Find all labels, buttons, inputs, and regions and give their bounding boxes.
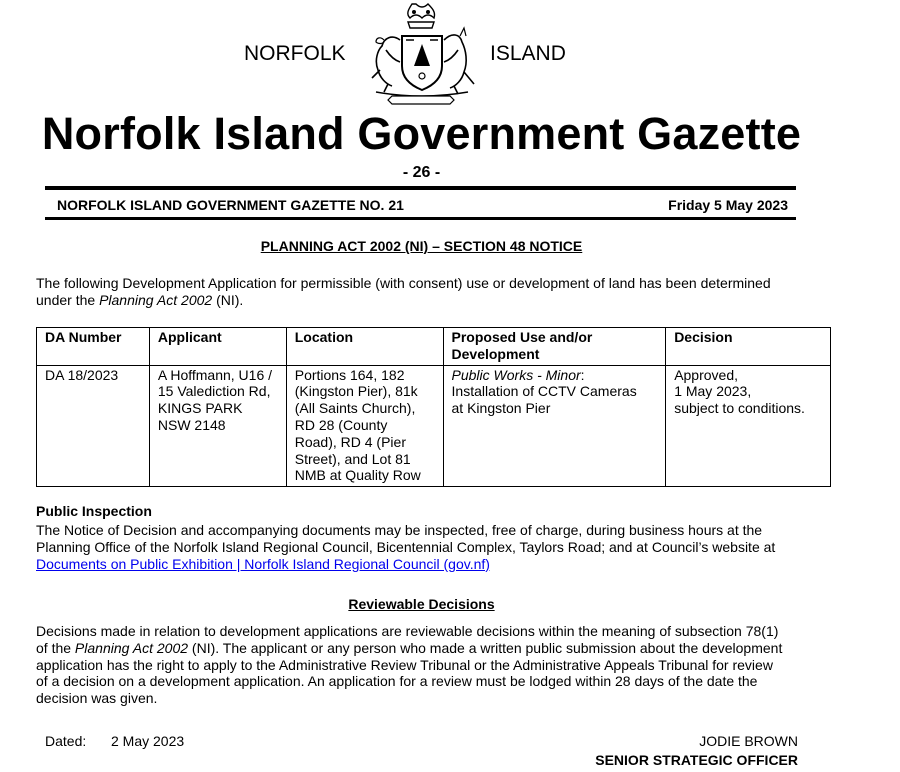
line-suffix: (NI). The applicant or any person who made a written public submission about the development: [188, 639, 783, 656]
dated-label: Dated:: [45, 733, 87, 749]
intro-line: The following Development Application for permissible (with consent) use or development of land has been determined: [36, 275, 771, 291]
development-application-table: [36, 327, 831, 487]
proposed-use-line: [452, 367, 658, 384]
proposed-use-line: at Kingston Pier: [451, 400, 551, 417]
masthead-right-word: ISLAND: [490, 42, 566, 65]
da-number-cell: DA 18/2023: [37, 365, 150, 487]
proposed-use-colon: :: [580, 366, 585, 383]
gazette-date: Friday 5 May 2023: [668, 197, 788, 213]
body-line: of a decision on a development application. An application for a review must be lodged within 28 days of the date the: [36, 673, 758, 690]
body-line: [36, 640, 808, 657]
proposed-use-line: Installation of CCTV Cameras: [451, 383, 637, 400]
decision-line: Approved,: [674, 366, 739, 383]
notice-intro: [36, 275, 808, 309]
location-line: (All Saints Church),: [294, 400, 416, 417]
intro-line: [36, 292, 808, 309]
column-header: Applicant: [149, 328, 286, 366]
column-header: Proposed Use and/or Development: [443, 328, 666, 366]
dated-value: 2 May 2023: [111, 733, 185, 749]
public-inspection-heading: Public Inspection: [36, 503, 152, 519]
decision-cell: [666, 365, 831, 487]
act-name: Planning Act 2002: [74, 639, 189, 656]
body-line: The Notice of Decision and accompanying documents may be inspected, free of charge, during business hours at the: [36, 522, 763, 538]
location-line: (Kingston Pier), 81k: [294, 383, 418, 400]
decision-line: subject to conditions.: [674, 400, 805, 417]
body-line: Planning Office of the Norfolk Island Regional Council, Bicentennial Complex, Taylors Road; and at Council’s website at: [36, 538, 776, 555]
reviewable-heading: Reviewable Decisions: [348, 596, 495, 612]
applicant-line: KINGS PARK: [157, 400, 243, 417]
applicant-line: A Hoffmann, U16 /: [157, 366, 273, 383]
body-line: decision was given.: [36, 690, 158, 707]
table-row: [37, 365, 831, 487]
location-line: Street), and Lot 81: [294, 450, 411, 467]
top-rule: [45, 186, 796, 190]
location-line: Portions 164, 182: [294, 366, 405, 383]
intro-tail: (NI).: [212, 291, 244, 308]
reviewable-body: [36, 623, 808, 707]
location-cell: [286, 365, 443, 487]
public-inspection-body: [36, 522, 808, 572]
coat-of-arms-emblem: [362, 0, 480, 108]
location-line: RD 28 (County: [294, 416, 388, 433]
decision-line: 1 May 2023,: [674, 383, 752, 400]
gazette-issue: NORFOLK ISLAND GOVERNMENT GAZETTE NO. 21: [57, 197, 404, 213]
public-exhibition-link[interactable]: Documents on Public Exhibition | Norfolk Island Regional Council (gov.nf): [36, 555, 490, 572]
intro-act: Planning Act 2002: [99, 291, 213, 308]
line-prefix: of the: [36, 639, 75, 656]
applicant-line: NSW 2148: [157, 416, 226, 433]
signatory-position: SENIOR STRATEGIC OFFICER: [595, 752, 798, 768]
column-header: Location: [286, 328, 443, 366]
intro-prefix: under the: [36, 291, 100, 308]
proposed-use-category: Public Works - Minor: [451, 366, 581, 383]
bottom-rule: [45, 217, 796, 220]
location-line: Road), RD 4 (Pier: [294, 433, 406, 450]
location-line: NMB at Quality Row: [294, 467, 421, 484]
table-header-row: [37, 328, 831, 366]
applicant-line: 15 Valediction Rd,: [157, 383, 271, 400]
body-line: [36, 556, 808, 573]
column-header: DA Number: [37, 328, 150, 366]
applicant-cell: [149, 365, 286, 487]
column-header: Decision: [666, 328, 831, 366]
proposed-use-cell: [443, 365, 666, 487]
masthead-left-word: NORFOLK: [244, 42, 346, 65]
notice-heading: PLANNING ACT 2002 (NI) – SECTION 48 NOTICE: [260, 238, 583, 254]
page-number: - 26 -: [402, 164, 441, 181]
signatory-name: JODIE BROWN: [699, 733, 798, 749]
body-line: application has the right to apply to the Administrative Review Tribunal or the Administrative Appeals Tribunal for review: [36, 656, 773, 673]
gazette-title: Norfolk Island Government Gazette: [41, 108, 802, 159]
body-line: Decisions made in relation to development applications are reviewable decisions within the meaning of subsection 78(1): [36, 623, 779, 639]
